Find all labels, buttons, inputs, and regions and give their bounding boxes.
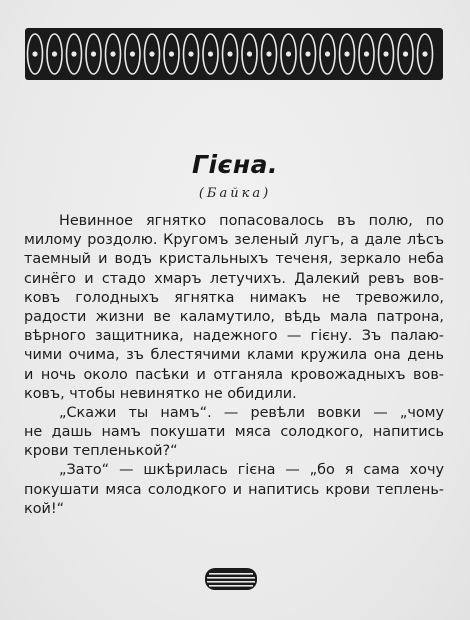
ornament-dot [71, 51, 76, 56]
text-line: не дашь намъ покушати мяса солодкого, напитись [24, 424, 444, 441]
text-line: „Скажи ты намъ“. — ревѣли вовки — „чому [59, 404, 444, 421]
text-line: таемный и водъ кристальныхъ теченя, зеркало неба [24, 251, 444, 268]
text-line: „Зато“ — шкѣрилась гієна — „бо я сама хочу [59, 462, 444, 479]
text-line: ковъ, чтобы невинятко не обидили. [24, 385, 297, 402]
text-line: радости жизни ве каламутило, вѣдь мала патрона, [24, 308, 444, 325]
page-subtitle: (Байка) [198, 186, 272, 201]
text-line: милому роздолю. Кругомъ зеленый лугъ, а дале лѣсъ [24, 232, 444, 249]
ornament-dot [383, 51, 388, 56]
ornament-dot [364, 51, 369, 56]
text-line: покушати мяса солодкого и напитись крови теплень- [24, 481, 444, 498]
ornament-dot [325, 51, 330, 56]
ornament-dot [305, 51, 310, 56]
text-line: и ночь около пасѣки и отганяла кровожадныхъ вов- [24, 366, 444, 383]
fable-text [24, 212, 444, 519]
text-line: ковъ голодныхъ ягнятка нимакъ не тревожило, [24, 289, 444, 306]
ornament-dot [52, 51, 57, 56]
ornament-dot [91, 51, 96, 56]
text-line: вѣрного защитника, надежного — гієну. Зъ палаю- [24, 328, 444, 345]
ornament-dot [188, 51, 193, 56]
ornament-dot [344, 51, 349, 56]
ornament-dot [266, 51, 271, 56]
text-line: крови тепленькой?“ [24, 443, 178, 460]
ornament-dot [32, 51, 37, 56]
ornament-dot [169, 51, 174, 56]
text-line: чими очима, зъ блестячими клами кружила она день [24, 347, 444, 364]
ornament-dot [110, 51, 115, 56]
ornament-dot [247, 51, 252, 56]
ornament-dot [149, 51, 154, 56]
page-title: Гієна. [192, 150, 278, 179]
text-line: Невинное ягнятко попасовалось въ полю, по [59, 213, 444, 229]
text-line: кой!“ [24, 500, 65, 517]
ornament-dot [130, 51, 135, 56]
ornament-dot [227, 51, 232, 56]
ornament-dot [403, 51, 408, 56]
ornament-dot [286, 51, 291, 56]
ornament-dot [208, 51, 213, 56]
decorative-footer-ornament [205, 568, 257, 590]
decorative-header-band [25, 28, 443, 80]
ornament-dot [422, 51, 427, 56]
text-line: синёго и стадо хмаръ летучихъ. Далекий ревъ вов- [24, 270, 444, 287]
